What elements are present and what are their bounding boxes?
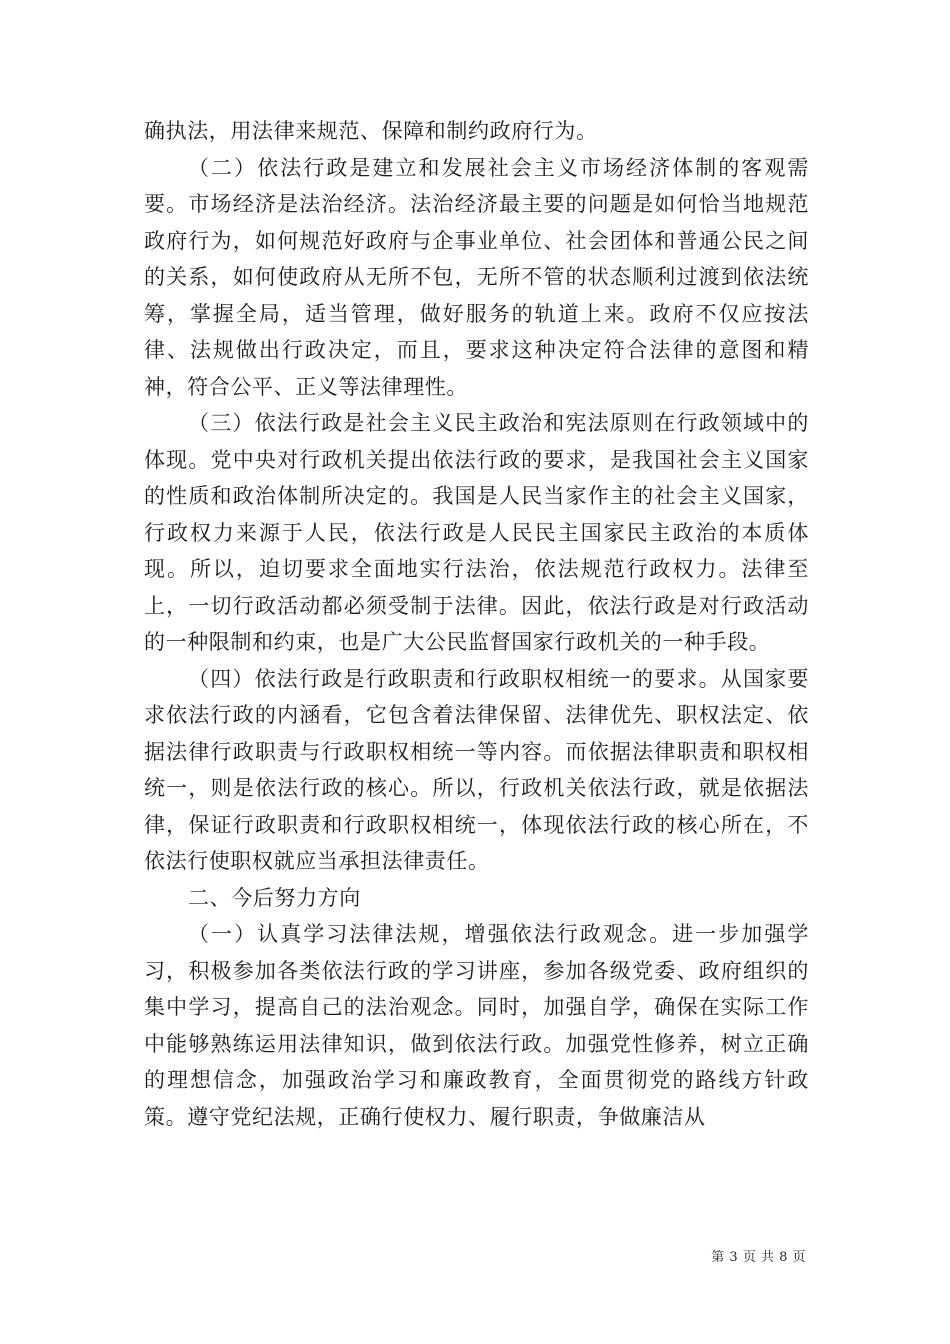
paragraph-subsection-1: （一）认真学习法律法规，增强依法行政观念。进一步加强学习，积极参加各类依法行政的学习讲座，参加各级党委、政府组织的集中学习，提高自己的法治观念。同时，加强自学，确保在实际工作中能够熟练运用法律知识，做到依法行政。加强党性修养，树立正确的理想信念，加强政治学习和廉政教育，全面贯彻党的路线方针政策。遵守党纪法规，正确行使权力、履行职责，争做廉洁从 [144,922,809,1129]
paragraph-section-4: （四）依法行政是行政职责和行政职权相统一的要求。从国家要求依法行政的内涵看，它包含着法律保留、法律优先、职权法定、依据法律行政职责与行政职权相统一等内容。而依据法律职责和职权相统一，则是依法行政的核心。所以，行政机关依法行政，就是依据法律，保证行政职责和行政职权相统一，体现依法行政的核心所在，不依法行使职权就应当承担法律责任。 [144,666,809,873]
section-heading-future-direction: 二、今后努力方向 [188,885,361,910]
paragraph-section-3: （三）依法行政是社会主义民主政治和宪法原则在行政领域中的体现。党中央对行政机关提出依法行政的要求，是我国社会主义国家的性质和政治体制所决定的。我国是人民当家作主的社会主义国家，行政权力来源于人民，依法行政是人民民主国家民主政治的本质体现。所以，迫切要求全面地实行法治，依法规范行政权力。法律至上，一切行政活动都必须受制于法律。因此，依法行政是对行政活动的一种限制和约束，也是广大公民监督国家行政机关的一种手段。 [144,411,809,654]
paragraph-section-2: （二）依法行政是建立和发展社会主义市场经济体制的客观需要。市场经济是法治经济。法治经济最主要的问题是如何恰当地规范政府行为，如何规范好政府与企事业单位、社会团体和普通公民之间的关系，如何使政府从无所不包，无所不管的状态顺利过渡到依法统筹，掌握全局，适当管理，做好服务的轨道上来。政府不仅应按法律、法规做出行政决定，而且，要求这种决定符合法律的意图和精神，符合公平、正义等法律理性。 [144,155,809,399]
page-number-footer: 第 3 页 共 8 页 [711,1250,806,1265]
paragraph-continuation: 确执法，用法律来规范、保障和制约政府行为。 [144,119,598,143]
document-body [144,113,809,1135]
